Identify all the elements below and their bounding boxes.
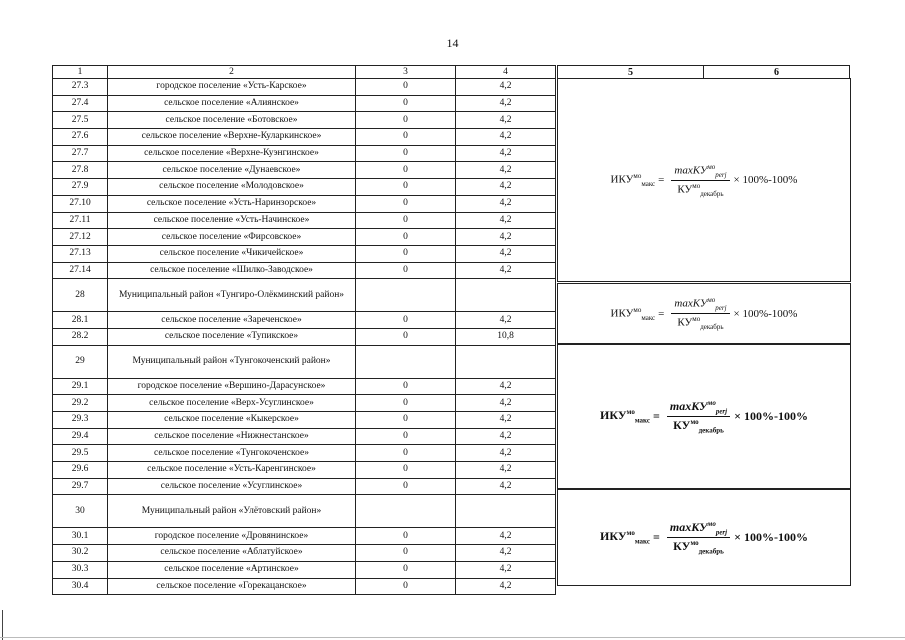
row-number: 29.5 bbox=[53, 445, 108, 462]
settlement-name: сельское поселение «Шилко-Заводское» bbox=[108, 262, 356, 279]
col4-value: 4,2 bbox=[456, 112, 556, 129]
denominator-symbol: КУ bbox=[677, 316, 693, 329]
col4-value: 4,2 bbox=[456, 79, 556, 96]
denominator-symbol: КУ bbox=[673, 418, 691, 432]
denominator bbox=[674, 181, 726, 198]
row-number: 27.10 bbox=[53, 195, 108, 212]
table-row bbox=[53, 328, 556, 345]
col3-value: 0 bbox=[356, 561, 456, 578]
table-row bbox=[53, 428, 556, 445]
row-number: 27.13 bbox=[53, 245, 108, 262]
fraction bbox=[671, 296, 729, 331]
index-formula bbox=[611, 163, 798, 198]
table-row bbox=[53, 395, 556, 412]
row-number: 30 bbox=[53, 495, 108, 528]
col4-value: 4,2 bbox=[456, 462, 556, 479]
denominator-superscript: мо bbox=[690, 418, 699, 426]
col4-value: 10,8 bbox=[456, 328, 556, 345]
col3-value: 0 bbox=[356, 445, 456, 462]
col4-value: 4,2 bbox=[456, 312, 556, 329]
settlement-name: сельское поселение «Алиянское» bbox=[108, 95, 356, 112]
formula-tail: × 100%-100% bbox=[733, 307, 798, 320]
col3-value: 0 bbox=[356, 245, 456, 262]
col4-value bbox=[456, 495, 556, 528]
col4-value: 4,2 bbox=[456, 179, 556, 196]
denominator-superscript: мо bbox=[692, 181, 701, 190]
settlement-name: сельское поселение «Кыкерское» bbox=[108, 412, 356, 429]
table-row bbox=[53, 578, 556, 595]
denominator-subscript: декабрь bbox=[698, 426, 724, 435]
main-table bbox=[52, 65, 556, 595]
col4-value: 4,2 bbox=[456, 428, 556, 445]
denominator bbox=[670, 417, 727, 434]
col3-value: 0 bbox=[356, 412, 456, 429]
col3-value: 0 bbox=[356, 112, 456, 129]
row-number: 28 bbox=[53, 279, 108, 312]
settlement-name: сельское поселение «Чикичейское» bbox=[108, 245, 356, 262]
row-number: 30.2 bbox=[53, 545, 108, 562]
row-number: 29.2 bbox=[53, 395, 108, 412]
col4-value: 4,2 bbox=[456, 528, 556, 545]
settlement-name: сельское поселение «Усуглинское» bbox=[108, 478, 356, 495]
row-number: 28.2 bbox=[53, 328, 108, 345]
table-row bbox=[53, 129, 556, 146]
settlement-name: сельское поселение «Усть-Наринзорское» bbox=[108, 195, 356, 212]
table-row bbox=[53, 212, 556, 229]
col3-value: 0 bbox=[356, 312, 456, 329]
col3-value: 0 bbox=[356, 262, 456, 279]
col3-value bbox=[356, 345, 456, 378]
lhs-subscript: макс bbox=[634, 416, 651, 425]
denominator bbox=[670, 538, 727, 555]
page-number: 14 bbox=[446, 36, 459, 50]
lhs-subscript: макс bbox=[641, 313, 656, 322]
denominator-subscript: декабрь bbox=[698, 547, 724, 556]
numerator bbox=[667, 520, 730, 538]
row-number: 27.5 bbox=[53, 112, 108, 129]
formula-cell-27 bbox=[557, 78, 851, 282]
formula-lhs bbox=[600, 529, 650, 545]
row-number: 29.6 bbox=[53, 462, 108, 479]
numerator-symbol: maxКУ bbox=[674, 297, 708, 310]
table-row bbox=[53, 462, 556, 479]
denominator-superscript: мо bbox=[692, 315, 701, 323]
table-row bbox=[53, 312, 556, 329]
settlement-name: городское поселение «Вершино-Дарасунское» bbox=[108, 378, 356, 395]
col4-value: 4,2 bbox=[456, 561, 556, 578]
row-number: 27.8 bbox=[53, 162, 108, 179]
settlement-name: сельское поселение «Усть-Начинское» bbox=[108, 212, 356, 229]
col3-value: 0 bbox=[356, 428, 456, 445]
col3-value: 0 bbox=[356, 545, 456, 562]
header-row bbox=[53, 66, 556, 79]
settlement-name: сельское поселение «Дунаевское» bbox=[108, 162, 356, 179]
lhs-superscript: мо bbox=[633, 172, 642, 181]
settlement-name: сельское поселение «Верхне-Куларкинское» bbox=[108, 129, 356, 146]
equals-sign: = bbox=[653, 530, 660, 544]
col4-value: 4,2 bbox=[456, 245, 556, 262]
row-number: 28.1 bbox=[53, 312, 108, 329]
col3-value: 0 bbox=[356, 229, 456, 246]
lhs-symbol: ИКУ bbox=[610, 307, 634, 320]
lhs-symbol: ИКУ bbox=[600, 408, 627, 423]
settlement-name: сельское поселение «Тупикское» bbox=[108, 328, 356, 345]
numerator-subscript: perj bbox=[715, 304, 727, 312]
col4-value bbox=[456, 345, 556, 378]
numerator-subscript: perj bbox=[715, 407, 728, 415]
settlement-name: Муниципальный район «Улётовский район» bbox=[108, 495, 356, 528]
settlement-name: сельское поселение «Фирсовское» bbox=[108, 229, 356, 246]
formula-lhs bbox=[611, 172, 656, 188]
col3-value: 0 bbox=[356, 195, 456, 212]
side-header-table bbox=[557, 65, 850, 79]
header-col-4: 4 bbox=[456, 66, 556, 79]
settlement-name: сельское поселение «Нижнестанское» bbox=[108, 428, 356, 445]
index-formula bbox=[600, 520, 808, 556]
row-number: 27.11 bbox=[53, 212, 108, 229]
settlement-name: сельское поселение «Верх-Усуглинское» bbox=[108, 395, 356, 412]
col4-value: 4,2 bbox=[456, 478, 556, 495]
formula-lhs bbox=[611, 306, 656, 322]
denominator-subscript: декабрь bbox=[700, 322, 724, 331]
header-col-2: 2 bbox=[108, 66, 356, 79]
numerator-symbol: maxКУ bbox=[669, 398, 708, 413]
numerator-superscript: мо bbox=[707, 398, 716, 407]
formula-tail: × 100%-100% bbox=[733, 174, 798, 186]
col4-value: 4,2 bbox=[456, 262, 556, 279]
numerator bbox=[667, 399, 730, 417]
row-number: 30.3 bbox=[53, 561, 108, 578]
numerator-symbol: maxКУ bbox=[669, 519, 708, 534]
lhs-superscript: мо bbox=[626, 529, 635, 538]
numerator-subscript: perj bbox=[715, 528, 728, 536]
col3-value bbox=[356, 495, 456, 528]
district-row bbox=[53, 495, 556, 528]
table-row bbox=[53, 179, 556, 196]
col4-value: 4,2 bbox=[456, 95, 556, 112]
lhs-symbol: ИКУ bbox=[600, 529, 627, 544]
col3-value: 0 bbox=[356, 212, 456, 229]
table-row bbox=[53, 561, 556, 578]
index-formula bbox=[600, 399, 808, 435]
col3-value: 0 bbox=[356, 378, 456, 395]
col4-value: 4,2 bbox=[456, 412, 556, 429]
settlement-name: городское поселение «Усть-Карское» bbox=[108, 79, 356, 96]
table-row bbox=[53, 478, 556, 495]
col3-value: 0 bbox=[356, 528, 456, 545]
formula-tail: × 100%-100% bbox=[734, 530, 808, 544]
col3-value: 0 bbox=[356, 79, 456, 96]
lhs-superscript: мо bbox=[633, 305, 642, 314]
row-number: 27.4 bbox=[53, 95, 108, 112]
row-number: 29.1 bbox=[53, 378, 108, 395]
district-row bbox=[53, 279, 556, 312]
col3-value bbox=[356, 279, 456, 312]
lhs-symbol: ИКУ bbox=[610, 173, 634, 186]
col4-value: 4,2 bbox=[456, 395, 556, 412]
header-col-3: 3 bbox=[356, 66, 456, 79]
table-row bbox=[53, 162, 556, 179]
lhs-subscript: макс bbox=[634, 537, 651, 546]
row-number: 29.4 bbox=[53, 428, 108, 445]
denominator-subscript: декабрь bbox=[700, 189, 724, 198]
row-number: 27.9 bbox=[53, 179, 108, 196]
col3-value: 0 bbox=[356, 145, 456, 162]
row-number: 30.1 bbox=[53, 528, 108, 545]
equals-sign: = bbox=[653, 409, 660, 423]
row-number: 27.3 bbox=[53, 79, 108, 96]
table-row bbox=[53, 412, 556, 429]
settlement-name: сельское поселение «Артинское» bbox=[108, 561, 356, 578]
col4-value: 4,2 bbox=[456, 378, 556, 395]
table-row bbox=[53, 378, 556, 395]
table-row bbox=[53, 112, 556, 129]
settlement-name: сельское поселение «Зареченское» bbox=[108, 312, 356, 329]
col4-value bbox=[456, 279, 556, 312]
table-row bbox=[53, 262, 556, 279]
col4-value: 4,2 bbox=[456, 195, 556, 212]
col3-value: 0 bbox=[356, 578, 456, 595]
row-number: 30.4 bbox=[53, 578, 108, 595]
formula-lhs bbox=[600, 408, 650, 424]
denominator bbox=[674, 314, 726, 331]
row-number: 27.14 bbox=[53, 262, 108, 279]
settlement-name: сельское поселение «Верхне-Куэнгинское» bbox=[108, 145, 356, 162]
table-row bbox=[53, 79, 556, 96]
formula-tail: × 100%-100% bbox=[734, 409, 808, 423]
settlement-name: сельское поселение «Горекацанское» bbox=[108, 578, 356, 595]
settlement-name: сельское поселение «Аблатуйское» bbox=[108, 545, 356, 562]
numerator-subscript: perj bbox=[715, 170, 727, 179]
numerator-superscript: мо bbox=[707, 162, 716, 171]
col4-value: 4,2 bbox=[456, 445, 556, 462]
table-row bbox=[53, 145, 556, 162]
settlement-name: сельское поселение «Тунгокоченское» bbox=[108, 445, 356, 462]
settlement-name: сельское поселение «Усть-Каренгинское» bbox=[108, 462, 356, 479]
settlement-name: городское поселение «Дровянинское» bbox=[108, 528, 356, 545]
lhs-subscript: макс bbox=[641, 179, 656, 188]
header-col-1: 1 bbox=[53, 66, 108, 79]
numerator-symbol: maxКУ bbox=[674, 164, 708, 177]
district-row bbox=[53, 345, 556, 378]
denominator-superscript: мо bbox=[690, 539, 699, 547]
table-row bbox=[53, 245, 556, 262]
col4-value: 4,2 bbox=[456, 212, 556, 229]
col4-value: 4,2 bbox=[456, 129, 556, 146]
header-col-6: 6 bbox=[704, 66, 850, 79]
settlement-name: Муниципальный район «Тунгокоченский район» bbox=[108, 345, 356, 378]
table-row bbox=[53, 445, 556, 462]
scan-edge-line bbox=[0, 637, 905, 638]
numerator-superscript: мо bbox=[707, 519, 716, 528]
col3-value: 0 bbox=[356, 129, 456, 146]
col4-value: 4,2 bbox=[456, 578, 556, 595]
numerator bbox=[671, 296, 729, 314]
col3-value: 0 bbox=[356, 162, 456, 179]
row-number: 29.3 bbox=[53, 412, 108, 429]
numerator bbox=[671, 163, 729, 181]
numerator-superscript: мо bbox=[707, 296, 716, 305]
col3-value: 0 bbox=[356, 95, 456, 112]
table-row bbox=[53, 229, 556, 246]
row-number: 27.7 bbox=[53, 145, 108, 162]
header-col-5: 5 bbox=[558, 66, 704, 79]
scan-edge-mark bbox=[2, 610, 3, 640]
fraction bbox=[667, 399, 730, 435]
row-number: 29 bbox=[53, 345, 108, 378]
lhs-superscript: мо bbox=[626, 408, 635, 417]
col3-value: 0 bbox=[356, 478, 456, 495]
col3-value: 0 bbox=[356, 328, 456, 345]
row-number: 27.12 bbox=[53, 229, 108, 246]
formula-cell-28 bbox=[557, 283, 851, 344]
settlement-name: Муниципальный район «Тунгиро-Олёкминский район» bbox=[108, 279, 356, 312]
col4-value: 4,2 bbox=[456, 145, 556, 162]
row-number: 29.7 bbox=[53, 478, 108, 495]
table-row bbox=[53, 528, 556, 545]
settlement-name: сельское поселение «Молодовское» bbox=[108, 179, 356, 196]
table-row bbox=[53, 545, 556, 562]
col4-value: 4,2 bbox=[456, 229, 556, 246]
col4-value: 4,2 bbox=[456, 545, 556, 562]
row-number: 27.6 bbox=[53, 129, 108, 146]
formula-cell-29 bbox=[557, 344, 851, 489]
col4-value: 4,2 bbox=[456, 162, 556, 179]
formula-cell-30 bbox=[557, 489, 851, 586]
table-row bbox=[53, 195, 556, 212]
table-row bbox=[53, 95, 556, 112]
col3-value: 0 bbox=[356, 395, 456, 412]
settlement-name: сельское поселение «Ботовское» bbox=[108, 112, 356, 129]
equals-sign: = bbox=[658, 174, 665, 186]
col3-value: 0 bbox=[356, 462, 456, 479]
col3-value: 0 bbox=[356, 179, 456, 196]
denominator-symbol: КУ bbox=[673, 539, 691, 553]
denominator-symbol: КУ bbox=[677, 183, 693, 196]
fraction bbox=[671, 163, 729, 198]
fraction bbox=[667, 520, 730, 556]
equals-sign: = bbox=[658, 307, 665, 320]
index-formula bbox=[611, 296, 798, 331]
